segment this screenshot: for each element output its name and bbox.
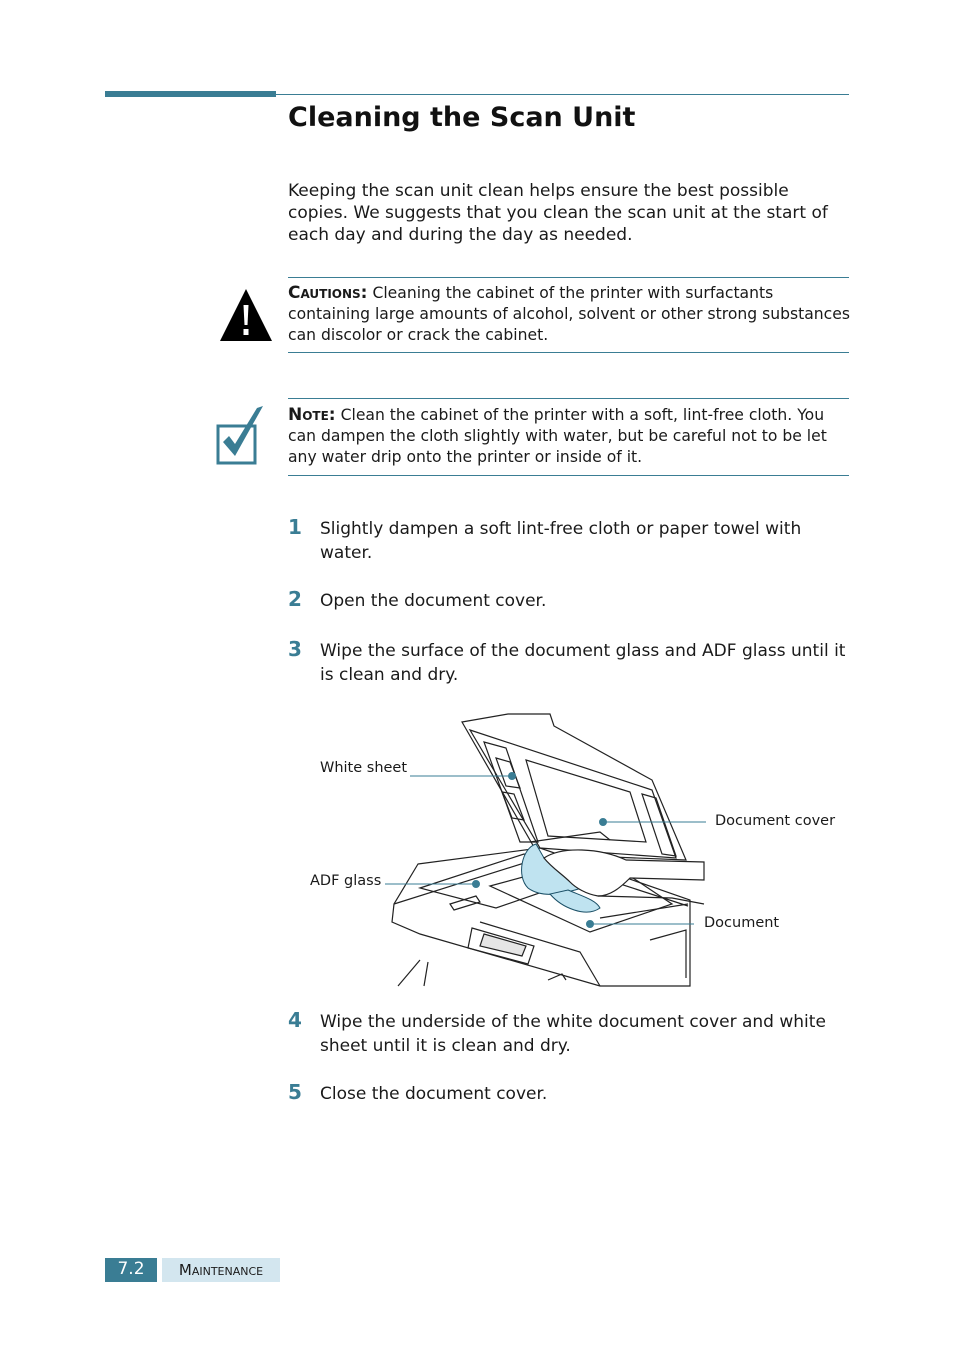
step-text: Wipe the surface of the document glass and ADF glass until it is clean and dry.	[320, 641, 846, 685]
note-rule-bottom	[288, 475, 849, 476]
step-text: Open the document cover.	[320, 591, 547, 611]
note-rule-top	[288, 398, 849, 399]
step-text: Close the document cover.	[320, 1084, 548, 1104]
caution-rule-top	[288, 277, 849, 278]
callout-white-sheet: White sheet	[320, 760, 408, 776]
note-label: Note:	[288, 405, 336, 425]
note-notice	[288, 405, 853, 468]
caution-text: Cleaning the cabinet of the printer with surfactants containing large amounts of alcohol, solvent or other strong substances can discolor or crack the cabinet.	[288, 284, 850, 344]
header-rule-thin	[276, 94, 849, 95]
step-number: 4	[288, 1008, 302, 1032]
checkmark-icon	[213, 402, 267, 472]
step-number: 3	[288, 637, 302, 661]
header-rule-thick	[105, 91, 276, 97]
caution-label: Cautions:	[288, 283, 368, 303]
warning-icon	[219, 287, 273, 347]
callout-document-cover: Document cover	[715, 813, 836, 829]
step-number: 2	[288, 587, 302, 611]
scan-unit-illustration	[300, 708, 860, 990]
note-text: Clean the cabinet of the printer with a soft, lint-free cloth. You can dampen the cloth slightly with water, but be careful not to be let any water drip onto the printer or inside of it.	[288, 406, 827, 466]
step-number: 1	[288, 515, 302, 539]
page-title: Cleaning the Scan Unit	[288, 102, 636, 133]
intro-paragraph: Keeping the scan unit clean helps ensure the best possible copies. We suggests that you clean the scan unit at the start of each day and during the day as needed.	[288, 181, 828, 245]
step-text: Wipe the underside of the white document cover and white sheet until it is clean and dry.	[320, 1012, 826, 1056]
caution-rule-bottom	[288, 352, 849, 353]
callout-document: Document	[704, 915, 780, 931]
step-number: 5	[288, 1080, 302, 1104]
section-label: Maintenance	[162, 1258, 280, 1282]
caution-notice	[288, 283, 853, 346]
step-text: Slightly dampen a soft lint-free cloth or paper towel with water.	[320, 519, 802, 563]
callout-adf-glass: ADF glass	[310, 873, 382, 889]
page-number: 7.2	[105, 1258, 157, 1282]
